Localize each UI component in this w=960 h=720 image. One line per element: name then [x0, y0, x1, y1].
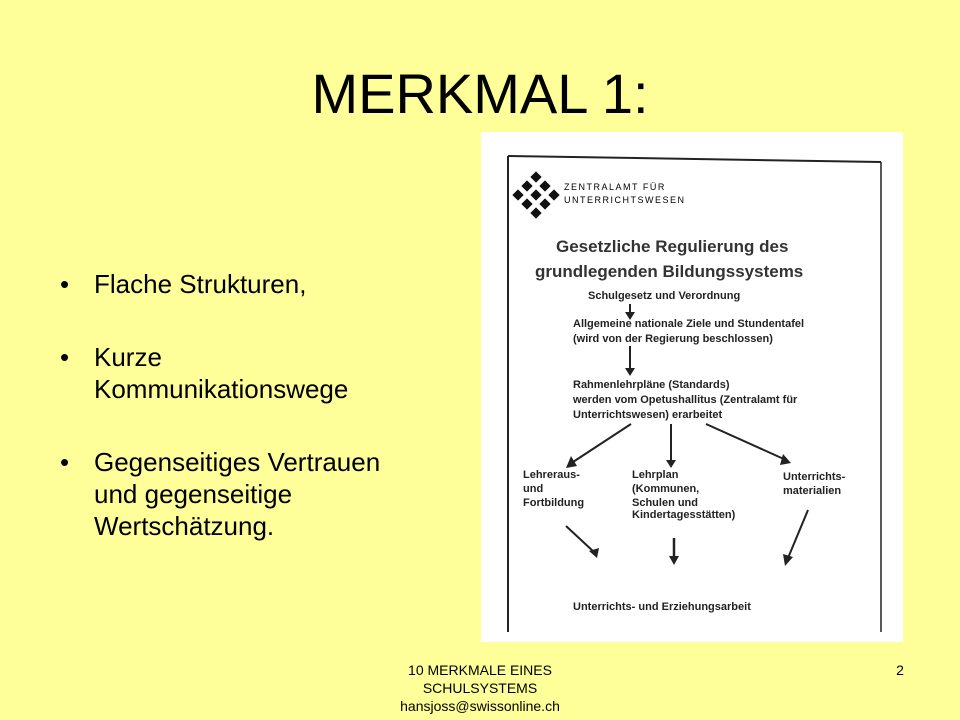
diagram-step-standards: Rahmenlehrpläne (Standards) [573, 379, 730, 391]
slide-title: MERKMAL 1: [311, 62, 649, 125]
bullet-item [60, 446, 460, 542]
branch-materials: materialien [783, 485, 842, 497]
arrow-left-down-icon [566, 456, 577, 468]
logo-text: UNTERRICHTSWESEN [564, 195, 686, 205]
bullet-dot-icon: • [60, 269, 70, 299]
branch-curriculum: Schulen und [632, 497, 698, 509]
bullet-text: Kurze [94, 342, 162, 372]
diagram-step-law: Schulgesetz und Verordnung [588, 290, 741, 302]
logo-text: ZENTRALAMT FÜR [564, 182, 666, 192]
diagram-step-standards: werden vom Opetushallitus (Zentralamt für [573, 394, 798, 406]
diagram-bottom: Unterrichts- und Erziehungsarbeit [573, 601, 751, 613]
footer-line: 10 MERKMALE EINES [408, 662, 552, 678]
bullet-text: Gegenseitiges Vertrauen [94, 447, 381, 477]
arrow-line [706, 424, 786, 460]
footer-line: hansjoss@swissonline.ch [400, 698, 560, 714]
page-number: 2 [896, 662, 904, 678]
branch-teacher-training: Lehreraus- [523, 469, 580, 481]
bullet-dot-icon: • [60, 447, 70, 477]
diagram-heading: grundlegenden Bildungssystems [535, 262, 804, 281]
bullet-text: Flache Strukturen, [94, 269, 307, 299]
bullet-item [60, 341, 460, 405]
arrow-line [573, 424, 631, 462]
arrow-left-down-icon [783, 554, 793, 566]
scanned-diagram [481, 132, 903, 642]
branch-materials: Unterrichts- [783, 471, 846, 483]
diagram-step-goals: (wird von der Regierung beschlossen) [573, 333, 773, 345]
diagram-heading: Gesetzliche Regulierung des [556, 237, 789, 256]
arrow-down-icon [666, 460, 676, 468]
bullet-item [60, 268, 460, 300]
footer-line: SCHULSYSTEMS [422, 680, 538, 696]
diamond-grid-logo-icon [512, 171, 559, 218]
diagram-step-standards: Unterrichtswesen) erarbeitet [573, 409, 723, 421]
bullet-dot-icon: • [60, 342, 70, 372]
arrow-right-down-icon [780, 454, 791, 465]
arrow-down-icon [669, 556, 679, 565]
page-border-top [508, 156, 881, 162]
diagram-step-goals: Allgemeine nationale Ziele und Stundentafel [573, 318, 805, 330]
arrow-line [566, 526, 594, 552]
branch-curriculum: Kindertagesstätten) [632, 509, 736, 521]
bullet-text: und gegenseitige [94, 479, 293, 509]
bullet-text: Wertschätzung. [94, 511, 275, 541]
bullet-list [60, 268, 460, 583]
arrow-down-icon [625, 368, 635, 376]
branch-curriculum: (Kommunen, [632, 483, 700, 495]
branch-teacher-training: und [523, 483, 544, 495]
diagram-svg [481, 132, 903, 642]
branch-curriculum: Lehrplan [632, 469, 679, 481]
arrow-line [788, 510, 808, 558]
bullet-text: Kommunikationswege [94, 374, 349, 404]
footer-text [300, 661, 660, 715]
branch-teacher-training: Fortbildung [523, 497, 585, 509]
